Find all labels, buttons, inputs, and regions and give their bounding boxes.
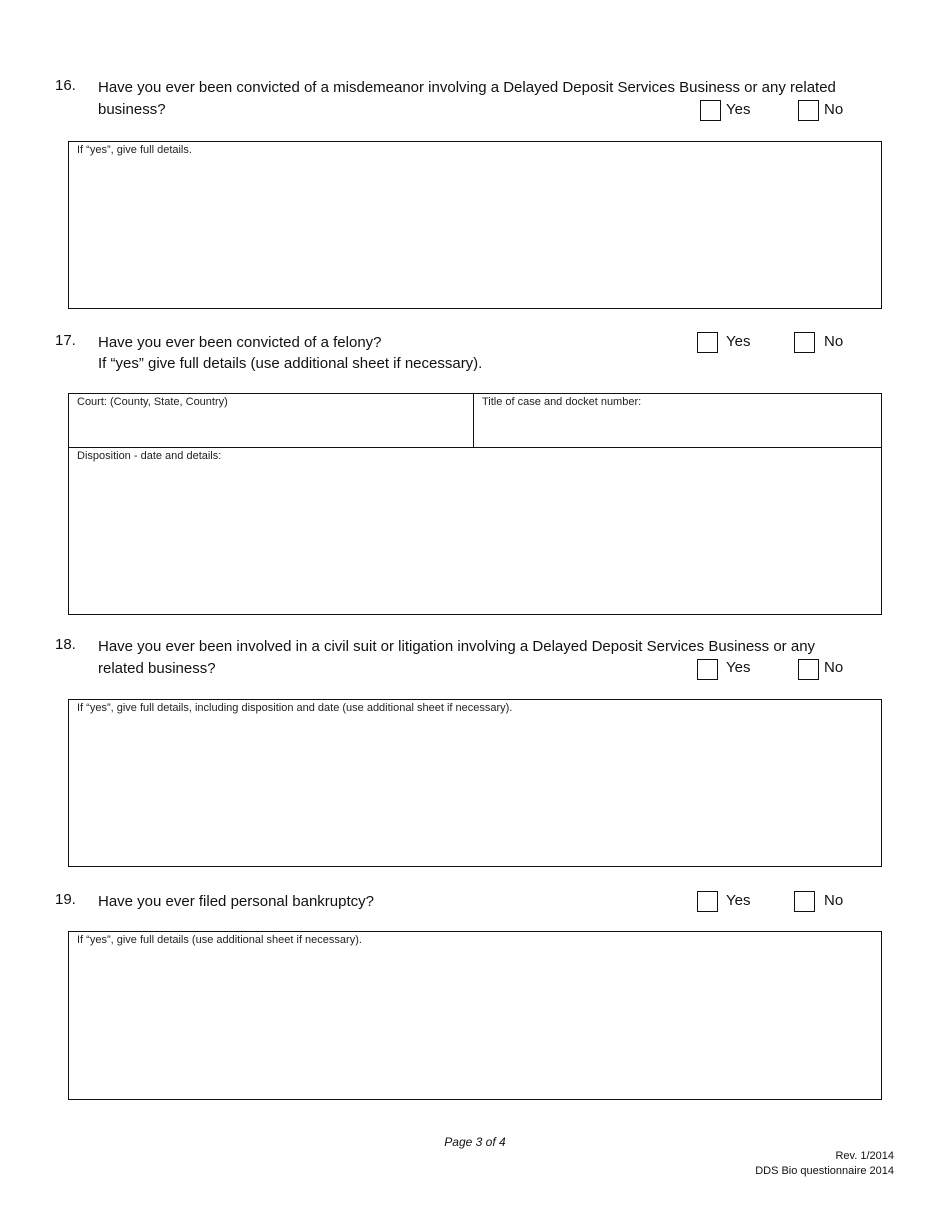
question-17-no-checkbox[interactable]: [794, 332, 815, 353]
question-17-yes-checkbox[interactable]: [697, 332, 718, 353]
question-17-disposition-label: Disposition - date and details:: [77, 450, 222, 462]
question-16-no-label: No: [824, 101, 844, 118]
question-17-disposition-field[interactable]: [68, 447, 882, 615]
question-19-details-field[interactable]: [68, 931, 882, 1100]
question-18-no-label: No: [824, 659, 844, 676]
question-17-text-line1: Have you ever been convicted of a felony?: [98, 334, 382, 351]
question-18-details-field[interactable]: [68, 699, 882, 867]
question-19-text-line1: Have you ever filed personal bankruptcy?: [98, 893, 374, 910]
question-18-yes-checkbox[interactable]: [697, 659, 718, 680]
question-19-yes-checkbox[interactable]: [697, 891, 718, 912]
question-16-details-label: If “yes”, give full details.: [77, 144, 192, 156]
question-18-yes-label: Yes: [726, 659, 751, 676]
page-number: Page 3 of 4: [444, 1135, 506, 1149]
question-19-number: 19.: [55, 891, 76, 908]
question-17-number: 17.: [55, 332, 76, 349]
question-16-no-checkbox[interactable]: [798, 100, 819, 121]
question-17-no-label: No: [824, 333, 844, 350]
form-name-label: DDS Bio questionnaire 2014: [755, 1165, 894, 1177]
question-17-case-title-field[interactable]: [473, 393, 882, 448]
revision-label: Rev. 1/2014: [835, 1150, 894, 1162]
question-19-details-label: If “yes”, give full details (use additional sheet if necessary).: [77, 934, 362, 946]
question-16-number: 16.: [55, 77, 76, 94]
question-17-yes-label: Yes: [726, 333, 751, 350]
question-16-yes-checkbox[interactable]: [700, 100, 721, 121]
question-17-court-field[interactable]: [68, 393, 474, 448]
question-18-number: 18.: [55, 636, 76, 653]
question-17-case-title-label: Title of case and docket number:: [482, 396, 642, 408]
question-16-details-field[interactable]: [68, 141, 882, 309]
question-18-text-line1: Have you ever been involved in a civil suit or litigation involving a Delayed Deposit Services Business or any: [98, 638, 816, 655]
question-17-court-label: Court: (County, State, Country): [77, 396, 228, 408]
question-19-yes-label: Yes: [726, 892, 751, 909]
question-18-text-line2: related business?: [98, 660, 216, 677]
question-16-text-line1: Have you ever been convicted of a misdemeanor involving a Delayed Deposit Services Business or any related: [98, 79, 836, 96]
question-19-no-label: No: [824, 892, 844, 909]
question-18-details-label: If “yes”, give full details, including disposition and date (use additional sheet if necessary).: [77, 702, 513, 714]
question-17-text-line2: If “yes” give full details (use additional sheet if necessary).: [98, 355, 483, 372]
question-16-yes-label: Yes: [726, 101, 751, 118]
question-18-no-checkbox[interactable]: [798, 659, 819, 680]
question-19-no-checkbox[interactable]: [794, 891, 815, 912]
question-16-text-line2: business?: [98, 101, 166, 118]
